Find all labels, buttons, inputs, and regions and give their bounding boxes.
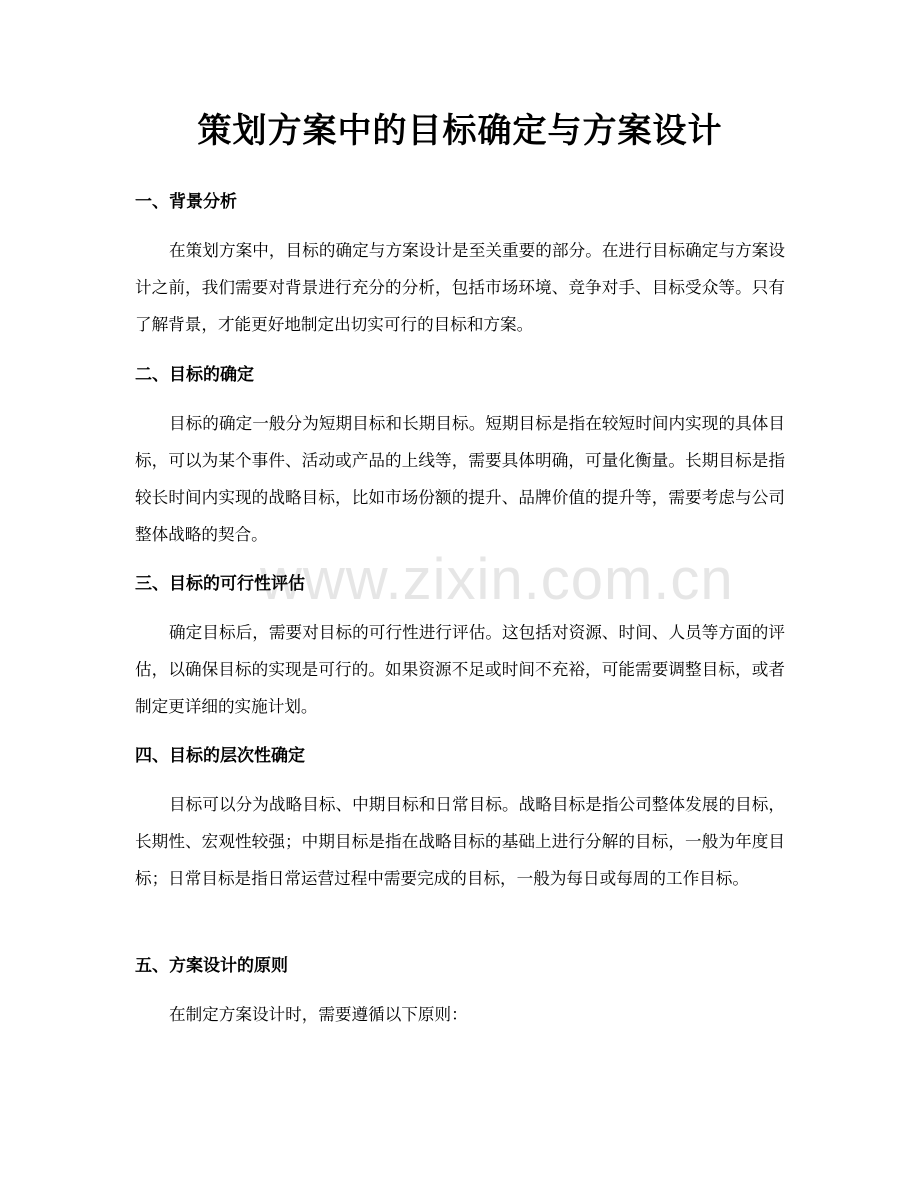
section-heading-design-principles: 五、方案设计的原则 [135,956,288,976]
document-title: 策划方案中的目标确定与方案设计 [197,111,723,151]
section-paragraph-background: 在策划方案中，目标的确定与方案设计是至关重要的部分。在进行目标确定与方案设计之前，我们需要对背景进行充分的分析，包括市场环境、竞争对手、目标受众等。只有了解背景，才能更好地制定出切实可行的目标和方案。 [135,241,785,334]
section-paragraph-goal-setting: 目标的确定一般分为短期目标和长期目标。短期目标是指在较短时间内实现的具体目标，可以为某个事件、活动或产品的上线等，需要具体明确，可量化衡量。长期目标是指较长时间内实现的战略目标，比如市场份额的提升、品牌价值的提升等，需要考虑与公司整体战略的契合。 [135,414,785,544]
section-heading-goal-setting: 二、目标的确定 [135,365,254,385]
section-heading-background: 一、背景分析 [135,192,237,212]
watermark: www.zixin.com.cn [260,547,734,612]
section-paragraph-feasibility: 确定目标后，需要对目标的可行性进行评估。这包括对资源、时间、人员等方面的评估，以确保目标的实现是可行的。如果资源不足或时间不充裕，可能需要调整目标，或者制定更详细的实施计划。 [135,623,785,716]
section-paragraph-goal-hierarchy: 目标可以分为战略目标、中期目标和日常目标。战略目标是指公司整体发展的目标，长期性、宏观性较强；中期目标是指在战略目标的基础上进行分解的目标，一般为年度目标；日常目标是指日常运营过程中需要完成的目标，一般为每日或每周的工作目标。 [135,795,785,888]
section-paragraph-design-principles: 在制定方案设计时，需要遵循以下原则： [169,1005,468,1024]
section-heading-feasibility: 三、目标的可行性评估 [135,574,305,594]
section-heading-goal-hierarchy: 四、目标的层次性确定 [135,746,305,766]
